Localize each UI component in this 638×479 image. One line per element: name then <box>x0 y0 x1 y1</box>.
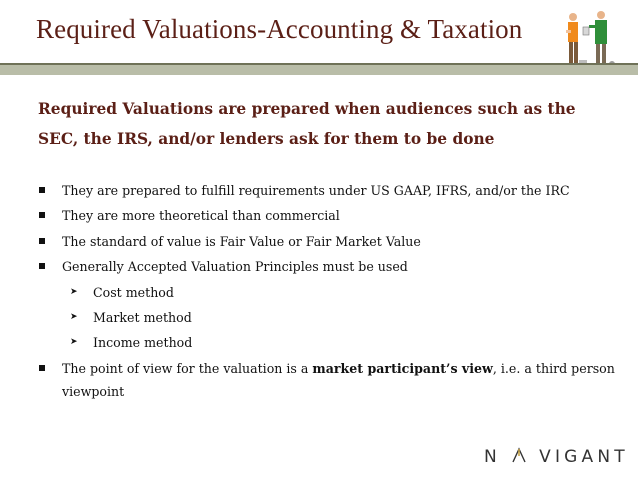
bullet-item <box>38 254 628 279</box>
navigant-logo <box>484 447 629 467</box>
bullet-item <box>38 178 628 203</box>
arrow-bullet-icon: ➤ <box>70 286 78 297</box>
bullet-text-emphasis: market participant’s view <box>312 360 493 376</box>
bullet-item <box>38 229 628 254</box>
logo-text-start: N <box>484 447 501 467</box>
arrow-bullet-icon: ➤ <box>70 312 78 323</box>
square-bullet-icon <box>39 238 45 244</box>
bullet-text-after: , i.e. a third person viewpoint <box>62 360 615 399</box>
bullet-text: They are prepared to fulfill requirements under US GAAP, IFRS, and/or the IRC <box>62 183 570 198</box>
square-bullet-icon <box>39 187 45 193</box>
title-underline-accent <box>0 63 638 65</box>
bullet-text: The standard of value is Fair Value or Fair Market Value <box>62 233 421 249</box>
bullet-text-before: The point of view for the valuation is a <box>62 360 313 376</box>
sub-bullet-text: Income method <box>93 335 193 351</box>
logo-text-end: VIGANT <box>539 447 629 467</box>
logo-a-mark-icon <box>511 447 527 463</box>
sub-bullet-text: Market method <box>93 310 192 326</box>
arrow-bullet-icon: ➤ <box>70 337 78 348</box>
slide-title: Required Valuations-Accounting & Taxation <box>36 14 523 44</box>
square-bullet-icon <box>39 212 45 218</box>
lead-statement: Required Valuations are prepared when audiences such as the SEC, the IRS, and/or lenders ask for them to be done <box>38 100 576 148</box>
bullet-text: They are more theoretical than commercial <box>62 208 340 224</box>
bullet-item <box>38 203 628 228</box>
business-people-illustration <box>555 8 623 70</box>
sub-bullet-text: Cost method <box>93 284 174 300</box>
bullet-text: Generally Accepted Valuation Principles must be used <box>62 259 408 275</box>
sub-bullet-item <box>38 330 628 355</box>
bullet-item <box>38 356 628 403</box>
square-bullet-icon <box>39 263 45 269</box>
square-bullet-icon <box>39 365 45 371</box>
bullet-list <box>38 178 628 403</box>
sub-bullet-item <box>38 280 628 305</box>
sub-bullet-item <box>38 305 628 330</box>
